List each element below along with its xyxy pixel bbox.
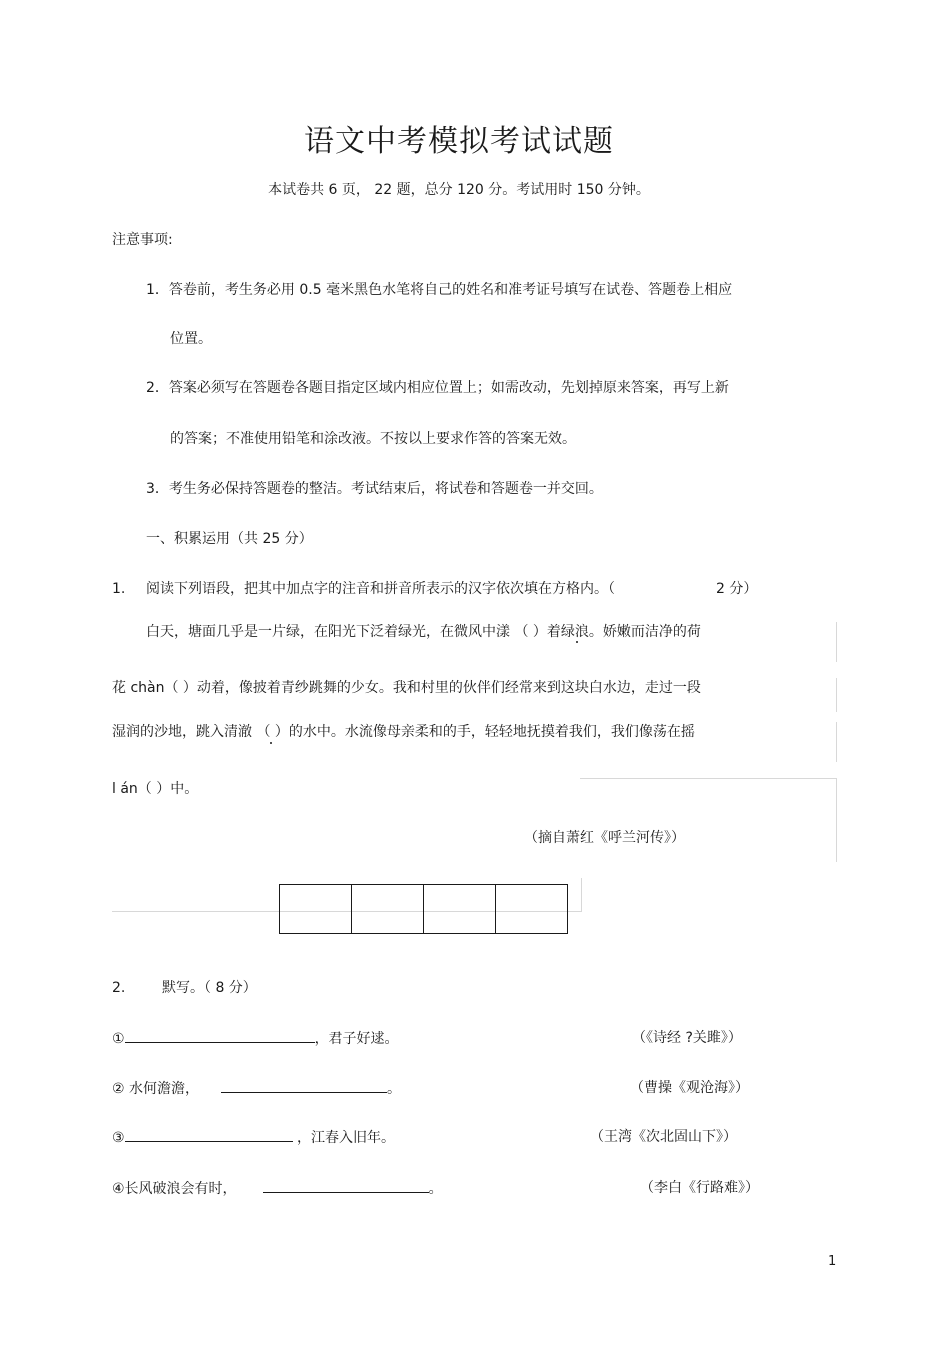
notice-item-1-cont: 位置。 (170, 331, 212, 347)
recite-item-suffix: ，君子好逑。 (314, 1031, 399, 1047)
scan-edge-line (836, 778, 837, 862)
recite-item-suffix: ，江春入旧年。 (292, 1130, 396, 1146)
answer-box[interactable] (424, 885, 496, 933)
recite-item-3 (112, 1127, 395, 1148)
scan-edge-line (581, 878, 582, 912)
recite-item-2 (112, 1078, 401, 1099)
emphasis-dot (576, 641, 578, 643)
recite-item-prefix: ② 水何澹澹， (112, 1081, 200, 1097)
section-1-heading: 一、积累运用（共 25 分） (146, 531, 313, 547)
q1-passage-line-1: 白天，塘面几乎是一片绿，在阳光下泛着绿光，在微风中漾 （ ）着绿浪。娇嫩而洁净的荷 (146, 624, 701, 640)
scan-edge-line (836, 622, 837, 662)
notice-item-3: 3．考生务必保持答题卷的整洁。考试结束后，将试卷和答题卷一并交回。 (146, 481, 603, 497)
recite-item-prefix: ③ (112, 1130, 125, 1146)
notice-item-2: 2．答案必须写在答题卷各题目指定区域内相应位置上；如需改动，先划掉原来答案，再写上新 (146, 380, 729, 396)
q1-prompt: 阅读下列语段，把其中加点字的注音和拼音所表示的汉字依次填在方格内。（ (146, 581, 615, 597)
recite-item-prefix: ④长风破浪会有时， (112, 1181, 237, 1197)
recite-source-4: （李白《行路难》） (640, 1180, 759, 1196)
scan-edge-line (580, 778, 837, 779)
exam-info: 本试卷共 6 页， 22 题，总分 120 分。考试用时 150 分钟。 (268, 182, 650, 198)
answer-box[interactable] (496, 885, 567, 933)
recite-item-suffix: 。 (428, 1181, 443, 1197)
q1-source: （摘自萧红《呼兰河传》） (524, 830, 685, 846)
answer-blank[interactable] (221, 1078, 387, 1093)
q1-number: 1. (112, 581, 126, 597)
answer-blank[interactable] (125, 1127, 293, 1142)
answer-blank[interactable] (263, 1178, 429, 1193)
q1-score: 2 分） (716, 581, 758, 597)
page-number: 1 (828, 1254, 837, 1269)
notice-heading: 注意事项: (112, 232, 173, 248)
q1-passage-line-4: l án（ ）中。 (112, 781, 199, 797)
recite-item-prefix: ① (112, 1031, 125, 1047)
recite-item-4 (112, 1178, 443, 1199)
q2-prompt: 默写。（ 8 分） (162, 980, 257, 996)
answer-blank[interactable] (125, 1028, 315, 1043)
scan-edge-line (836, 678, 837, 712)
recite-item-1 (112, 1028, 399, 1049)
recite-source-2: （曹操《观沧海》） (630, 1080, 749, 1096)
notice-item-1: 1．答卷前，考生务必用 0.5 毫米黑色水笔将自己的姓名和准考证号填写在试卷、答题卷上相应 (146, 282, 733, 298)
answer-box[interactable] (280, 885, 352, 933)
answer-box[interactable] (352, 885, 424, 933)
recite-item-suffix: 。 (387, 1081, 402, 1097)
q1-passage-line-2: 花 chàn（ ）动着，像披着青纱跳舞的少女。我和村里的伙伴们经常来到这块白水边，走过一段 (112, 680, 701, 696)
recite-source-3: （王湾《次北固山下》） (590, 1129, 737, 1145)
notice-item-2-cont: 的答案；不准使用铅笔和涂改液。不按以上要求作答的答案无效。 (170, 431, 576, 447)
q2-number: 2. (112, 980, 126, 996)
q1-passage-line-3: 湿润的沙地，跳入清澈 （ ）的水中。水流像母亲柔和的手，轻轻地抚摸着我们，我们像荡在摇 (112, 724, 695, 740)
emphasis-dot (270, 742, 272, 744)
answer-grid[interactable] (279, 884, 568, 934)
recite-source-1: （《诗经 ?关雎》） (632, 1030, 742, 1046)
exam-title: 语文中考模拟考试试题 (304, 124, 614, 159)
scan-edge-line (836, 722, 837, 762)
